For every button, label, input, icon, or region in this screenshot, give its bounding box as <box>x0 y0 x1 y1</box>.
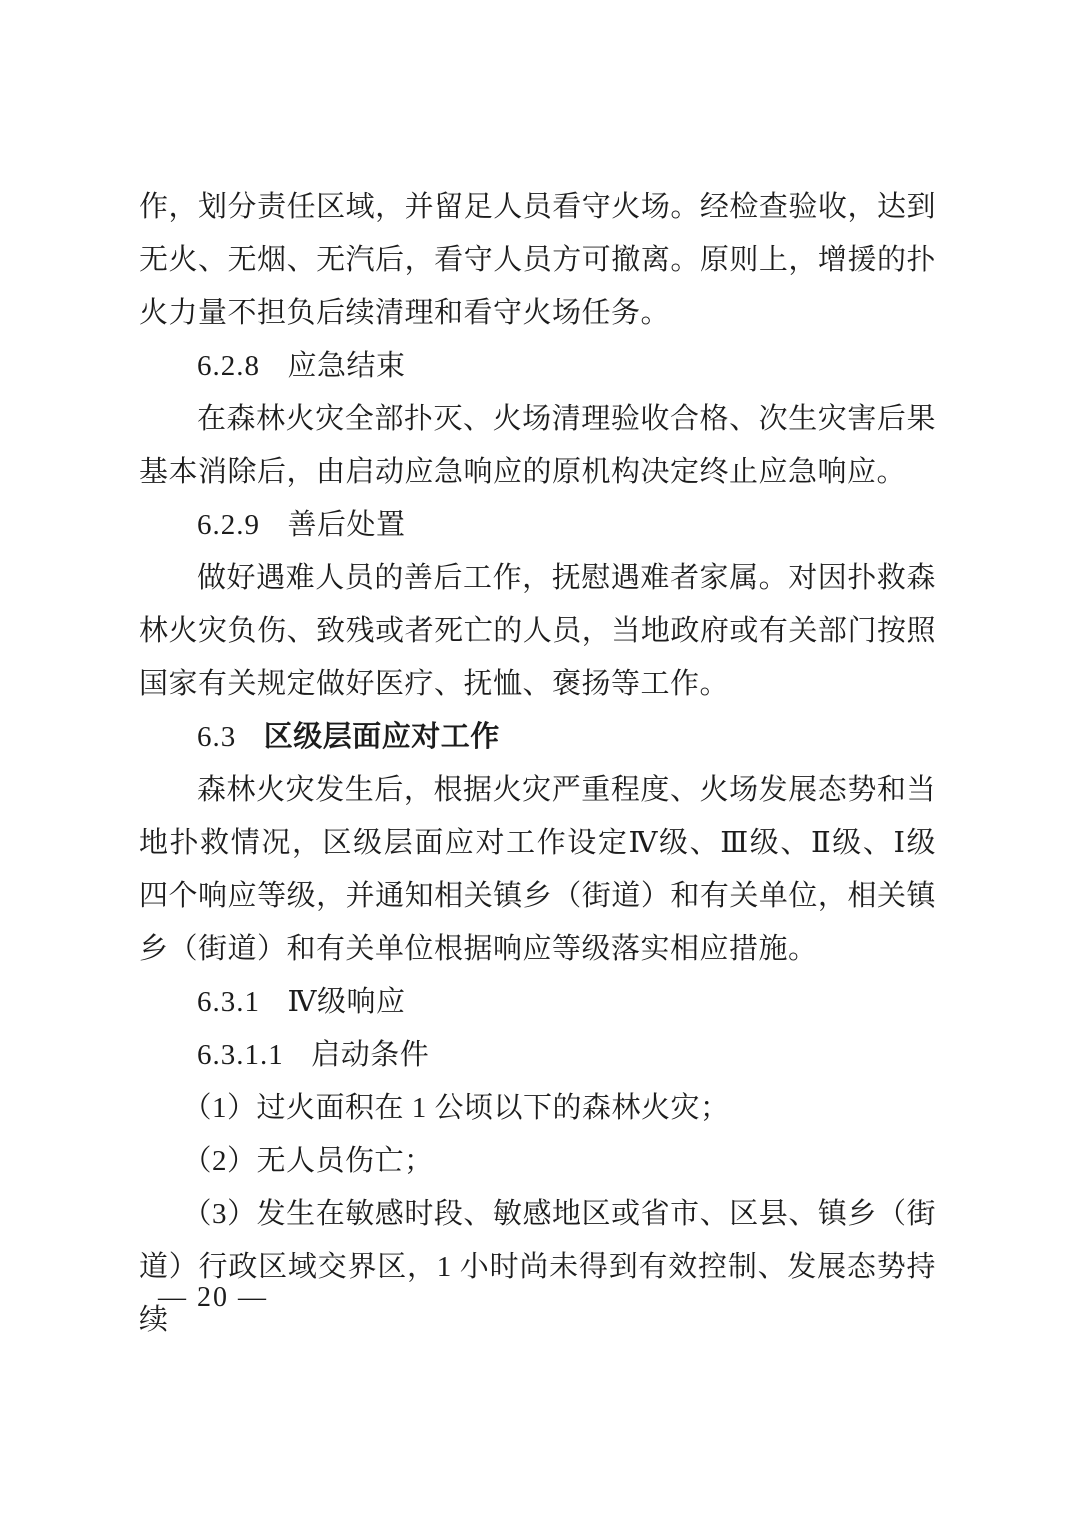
paragraph: 在森林火灾全部扑灭、火场清理验收合格、次生灾害后果基本消除后，由启动应急响应的原机构决定终止应急响应。 <box>139 403 936 488</box>
page-number: — 20 — <box>158 1282 268 1313</box>
section-title: 区级层面应对工作 <box>263 721 500 753</box>
list-item: （1）过火面积在 1 公顷以下的森林火灾； <box>182 1092 730 1124</box>
paragraph: 森林火灾发生后，根据火灾严重程度、火场发展态势和当地扑救情况，区级层面应对工作设定Ⅳ级、Ⅲ级、Ⅱ级、Ⅰ级四个响应等级，并通知相关镇乡（街道）和有关单位，相关镇乡（街道）和有关单位根据响应等级落实相应措施。 <box>139 774 936 965</box>
section-number: 6.3 <box>197 721 237 753</box>
section-title: 应急结束 <box>287 350 406 382</box>
section-heading-6-3-1 <box>139 976 936 1029</box>
section-number: 6.3.1 <box>197 986 260 1018</box>
section-heading-6-3-1-1 <box>139 1029 936 1082</box>
section-title: 善后处置 <box>287 509 406 541</box>
section-number: 6.2.9 <box>197 509 260 541</box>
section-title: 启动条件 <box>311 1039 430 1071</box>
paragraph: 做好遇难人员的善后工作，抚慰遇难者家属。对因扑救森林火灾负伤、致残或者死亡的人员，当地政府或有关部门按照国家有关规定做好医疗、抚恤、褒扬等工作。 <box>139 562 936 700</box>
section-number: 6.3.1.1 <box>197 1039 284 1071</box>
list-item: （3）发生在敏感时段、敏感地区或省市、区县、镇乡（街道）行政区域交界区，1 小时尚未得到有效控制、发展态势持续 <box>139 1198 936 1336</box>
section-heading-6-3 <box>139 711 936 764</box>
section-title: Ⅳ级响应 <box>287 986 406 1018</box>
section-heading-6-2-9 <box>139 499 936 552</box>
document-content <box>139 181 936 1347</box>
list-item: （2）无人员伤亡； <box>182 1145 434 1177</box>
section-heading-6-2-8 <box>139 340 936 393</box>
paragraph: 作，划分责任区域，并留足人员看守火场。经检查验收，达到无火、无烟、无汽后，看守人员方可撤离。原则上，增援的扑火力量不担负后续清理和看守火场任务。 <box>139 191 936 329</box>
section-number: 6.2.8 <box>197 350 260 382</box>
